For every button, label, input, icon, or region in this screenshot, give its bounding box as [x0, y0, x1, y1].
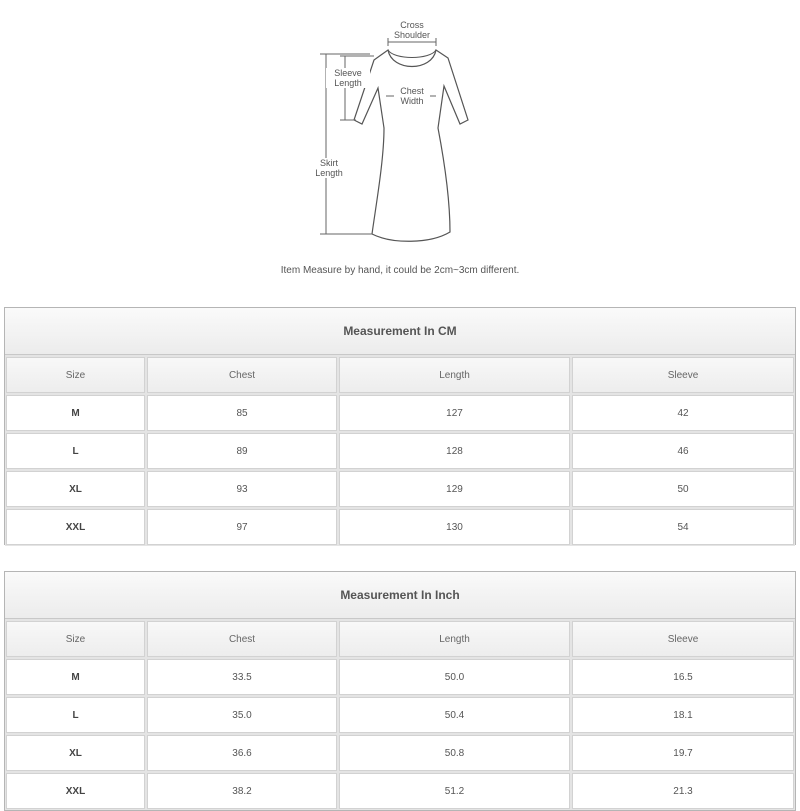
header-size: Size: [6, 357, 145, 393]
row-chest-cell: 36.6: [147, 735, 337, 771]
row-chest-cell: 35.0: [147, 697, 337, 733]
row-sleeve-cell: 16.5: [572, 659, 794, 695]
header-length: Length: [339, 357, 570, 393]
row-length-cell: 51.2: [339, 773, 570, 809]
header-size: Size: [6, 621, 145, 657]
row-size-cell: M: [6, 659, 145, 695]
row-sleeve-cell: 50: [572, 471, 794, 507]
row-size-cell: XXL: [6, 773, 145, 809]
row-length-cell: 127: [339, 395, 570, 431]
header-sleeve: Sleeve: [572, 357, 794, 393]
dress-outline-illustration: [0, 0, 800, 300]
row-size-cell: L: [6, 697, 145, 733]
measurement-table-cm: [4, 307, 796, 545]
table-title: Measurement In CM: [5, 308, 795, 355]
row-chest-cell: 38.2: [147, 773, 337, 809]
row-chest-cell: 97: [147, 509, 337, 545]
chest-width-label: Chest Width: [394, 86, 430, 106]
row-sleeve-cell: 18.1: [572, 697, 794, 733]
row-sleeve-cell: 54: [572, 509, 794, 545]
row-length-cell: 130: [339, 509, 570, 545]
dress-measurement-diagram: [0, 0, 800, 300]
row-length-cell: 129: [339, 471, 570, 507]
row-sleeve-cell: 21.3: [572, 773, 794, 809]
dress-shape: [354, 50, 468, 241]
row-sleeve-cell: 42: [572, 395, 794, 431]
row-length-cell: 128: [339, 433, 570, 469]
row-size-cell: XXL: [6, 509, 145, 545]
row-length-cell: 50.4: [339, 697, 570, 733]
header-sleeve: Sleeve: [572, 621, 794, 657]
table-grid: [5, 619, 795, 810]
row-sleeve-cell: 46: [572, 433, 794, 469]
header-length: Length: [339, 621, 570, 657]
row-length-cell: 50.8: [339, 735, 570, 771]
row-size-cell: L: [6, 433, 145, 469]
row-sleeve-cell: 19.7: [572, 735, 794, 771]
measurement-note: Item Measure by hand, it could be 2cm~3cm different.: [280, 265, 520, 276]
table-title: Measurement In Inch: [5, 572, 795, 619]
cross-shoulder-label: Cross Shoulder: [393, 20, 431, 40]
header-chest: Chest: [147, 621, 337, 657]
row-chest-cell: 93: [147, 471, 337, 507]
row-length-cell: 50.0: [339, 659, 570, 695]
row-chest-cell: 85: [147, 395, 337, 431]
measurement-table-inch: [4, 571, 796, 811]
skirt-length-label: Skirt Length: [308, 158, 350, 178]
row-size-cell: XL: [6, 471, 145, 507]
row-chest-cell: 89: [147, 433, 337, 469]
sleeve-length-label: Sleeve Length: [326, 68, 370, 88]
row-size-cell: M: [6, 395, 145, 431]
header-chest: Chest: [147, 357, 337, 393]
row-size-cell: XL: [6, 735, 145, 771]
table-grid: [5, 355, 795, 546]
row-chest-cell: 33.5: [147, 659, 337, 695]
